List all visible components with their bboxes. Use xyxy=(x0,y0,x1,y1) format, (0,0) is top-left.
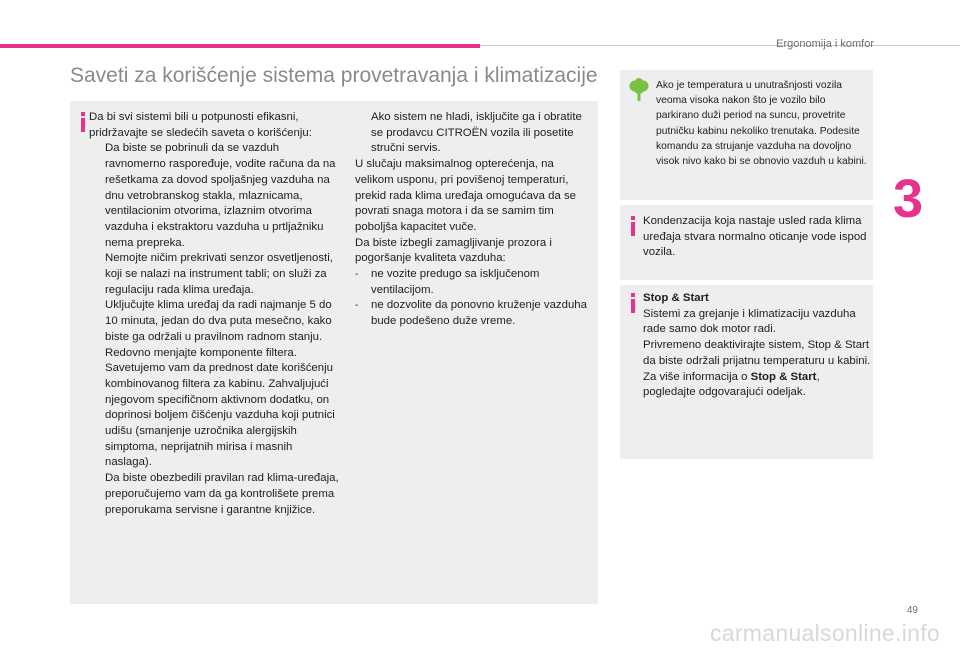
stop-start-note-text xyxy=(643,291,871,401)
tree-icon xyxy=(628,78,650,102)
tips-column-1 xyxy=(89,110,339,518)
page-number: 49 xyxy=(906,605,918,616)
condensation-note-text: Kondenzacija koja nastaje usled rada klima uređaja stvara normalno oticanje vode ispod vozila. xyxy=(643,215,867,259)
info-icon xyxy=(76,112,89,132)
watermark: carmanualsonline.info xyxy=(709,620,940,646)
check-box-glyph xyxy=(89,471,105,518)
check-box-glyph xyxy=(355,110,371,157)
list-item: Da biste obezbedili pravilan rad klima-uređaja, preporučujemo vam da ga kontrolišete prema preporukama servisne i garantne knjižice. xyxy=(89,471,339,518)
header-divider xyxy=(480,45,960,46)
environment-tip-text: Ako je temperatura u unutrašnjosti vozila veoma visoka nakon što je vozilo bilo parkirano duži period na suncu, provetrite putničku kabinu nekoliko trenutaka. Podesite komandu za strujanje vazduha na dovoljno visok nivo kako bi se obnovio vazduh u kabini. xyxy=(656,80,867,168)
paragraph: pogledajte odgovarajući odeljak. xyxy=(643,386,806,399)
check-box-glyph xyxy=(89,141,105,251)
paragraph: Privremeno deaktivirajte sistem, Stop & Start da biste održali prijatnu temperaturu u kabini. xyxy=(643,339,871,367)
list-item: - ne dozvolite da ponovno kruženje vazduha bude podešeno duže vreme. xyxy=(355,299,587,328)
tips-column-2 xyxy=(355,110,595,330)
list-item: Nemojte ničim prekrivati senzor osvetljenosti, koji se nalazi na instrument tabli; on služi za regulaciju rada klima uređaja. xyxy=(89,251,339,298)
check-box-glyph xyxy=(89,346,105,472)
tips-intro: Da bi svi sistemi bili u potpunosti efikasni, pridržavajte se sledećih saveta o korišćenju: xyxy=(89,111,312,139)
list-item: Da biste se pobrinuli da se vazduh ravnomerno raspoređuje, vodite računa da na rešetkama za dovod spoljašnjeg vazduha na dnu vetrobranskog stakla, mlaznicama, ventilacionim otvorima, izlaznim otvorima vazduha i ekstraktoru vazduha u prtljažniku nema prepreka. xyxy=(89,141,339,251)
chapter-number: 3 xyxy=(893,169,924,229)
paragraph: Sistemi za grejanje i klimatizaciju vazduha rade samo dok motor radi. xyxy=(643,307,856,336)
paragraph: Da biste izbegli zamagljivanje prozora i pogoršanje kvaliteta vazduha: xyxy=(355,236,552,265)
stop-start-heading: Stop & Start xyxy=(643,292,709,304)
info-icon xyxy=(626,293,639,313)
paragraph: Za više informacija o Stop & Start, xyxy=(643,370,820,383)
header-accent-bar xyxy=(0,44,480,48)
list-item: Redovno menjajte komponente filtera. Savetujemo vam da prednost date korišćenju kombinovanog filtera za kabinu. Zahvaljujući njegovom specifičnom aktivnom dodatku, on doprinosi boljem čišćenju vazduha koji putnici udišu (smanjenje uzročnika alergijskih simptoma, neprijatnih mirisa i masnih naslaga). xyxy=(89,346,339,472)
info-icon xyxy=(626,216,639,236)
list-item: - ne vozite predugo sa isključenom ventilacijom. xyxy=(355,268,540,296)
check-box-glyph xyxy=(89,298,105,345)
list-item: Uključujte klima uređaj da radi najmanje 5 do 10 minuta, jedan do dva puta mesečno, kako biste ga održali u pravilnom radnom stanju. xyxy=(89,298,339,345)
section-title: Ergonomija i komfor xyxy=(776,38,874,50)
check-box-glyph xyxy=(89,251,105,298)
list-item: Ako sistem ne hladi, isključite ga i obratite se prodavcu CITROËN vozila ili posetite stručni servis. xyxy=(355,110,595,157)
page-title: Saveti za korišćenje sistema provetravanja i klimatizacije xyxy=(70,64,598,87)
paragraph: U slučaju maksimalnog opterećenja, na velikom usponu, pri povišenoj temperaturi, prekid rada klima uređaja omogućava da se povrati snaga motora i da se samim tim poboljša kapacitet vuče. xyxy=(355,158,576,233)
